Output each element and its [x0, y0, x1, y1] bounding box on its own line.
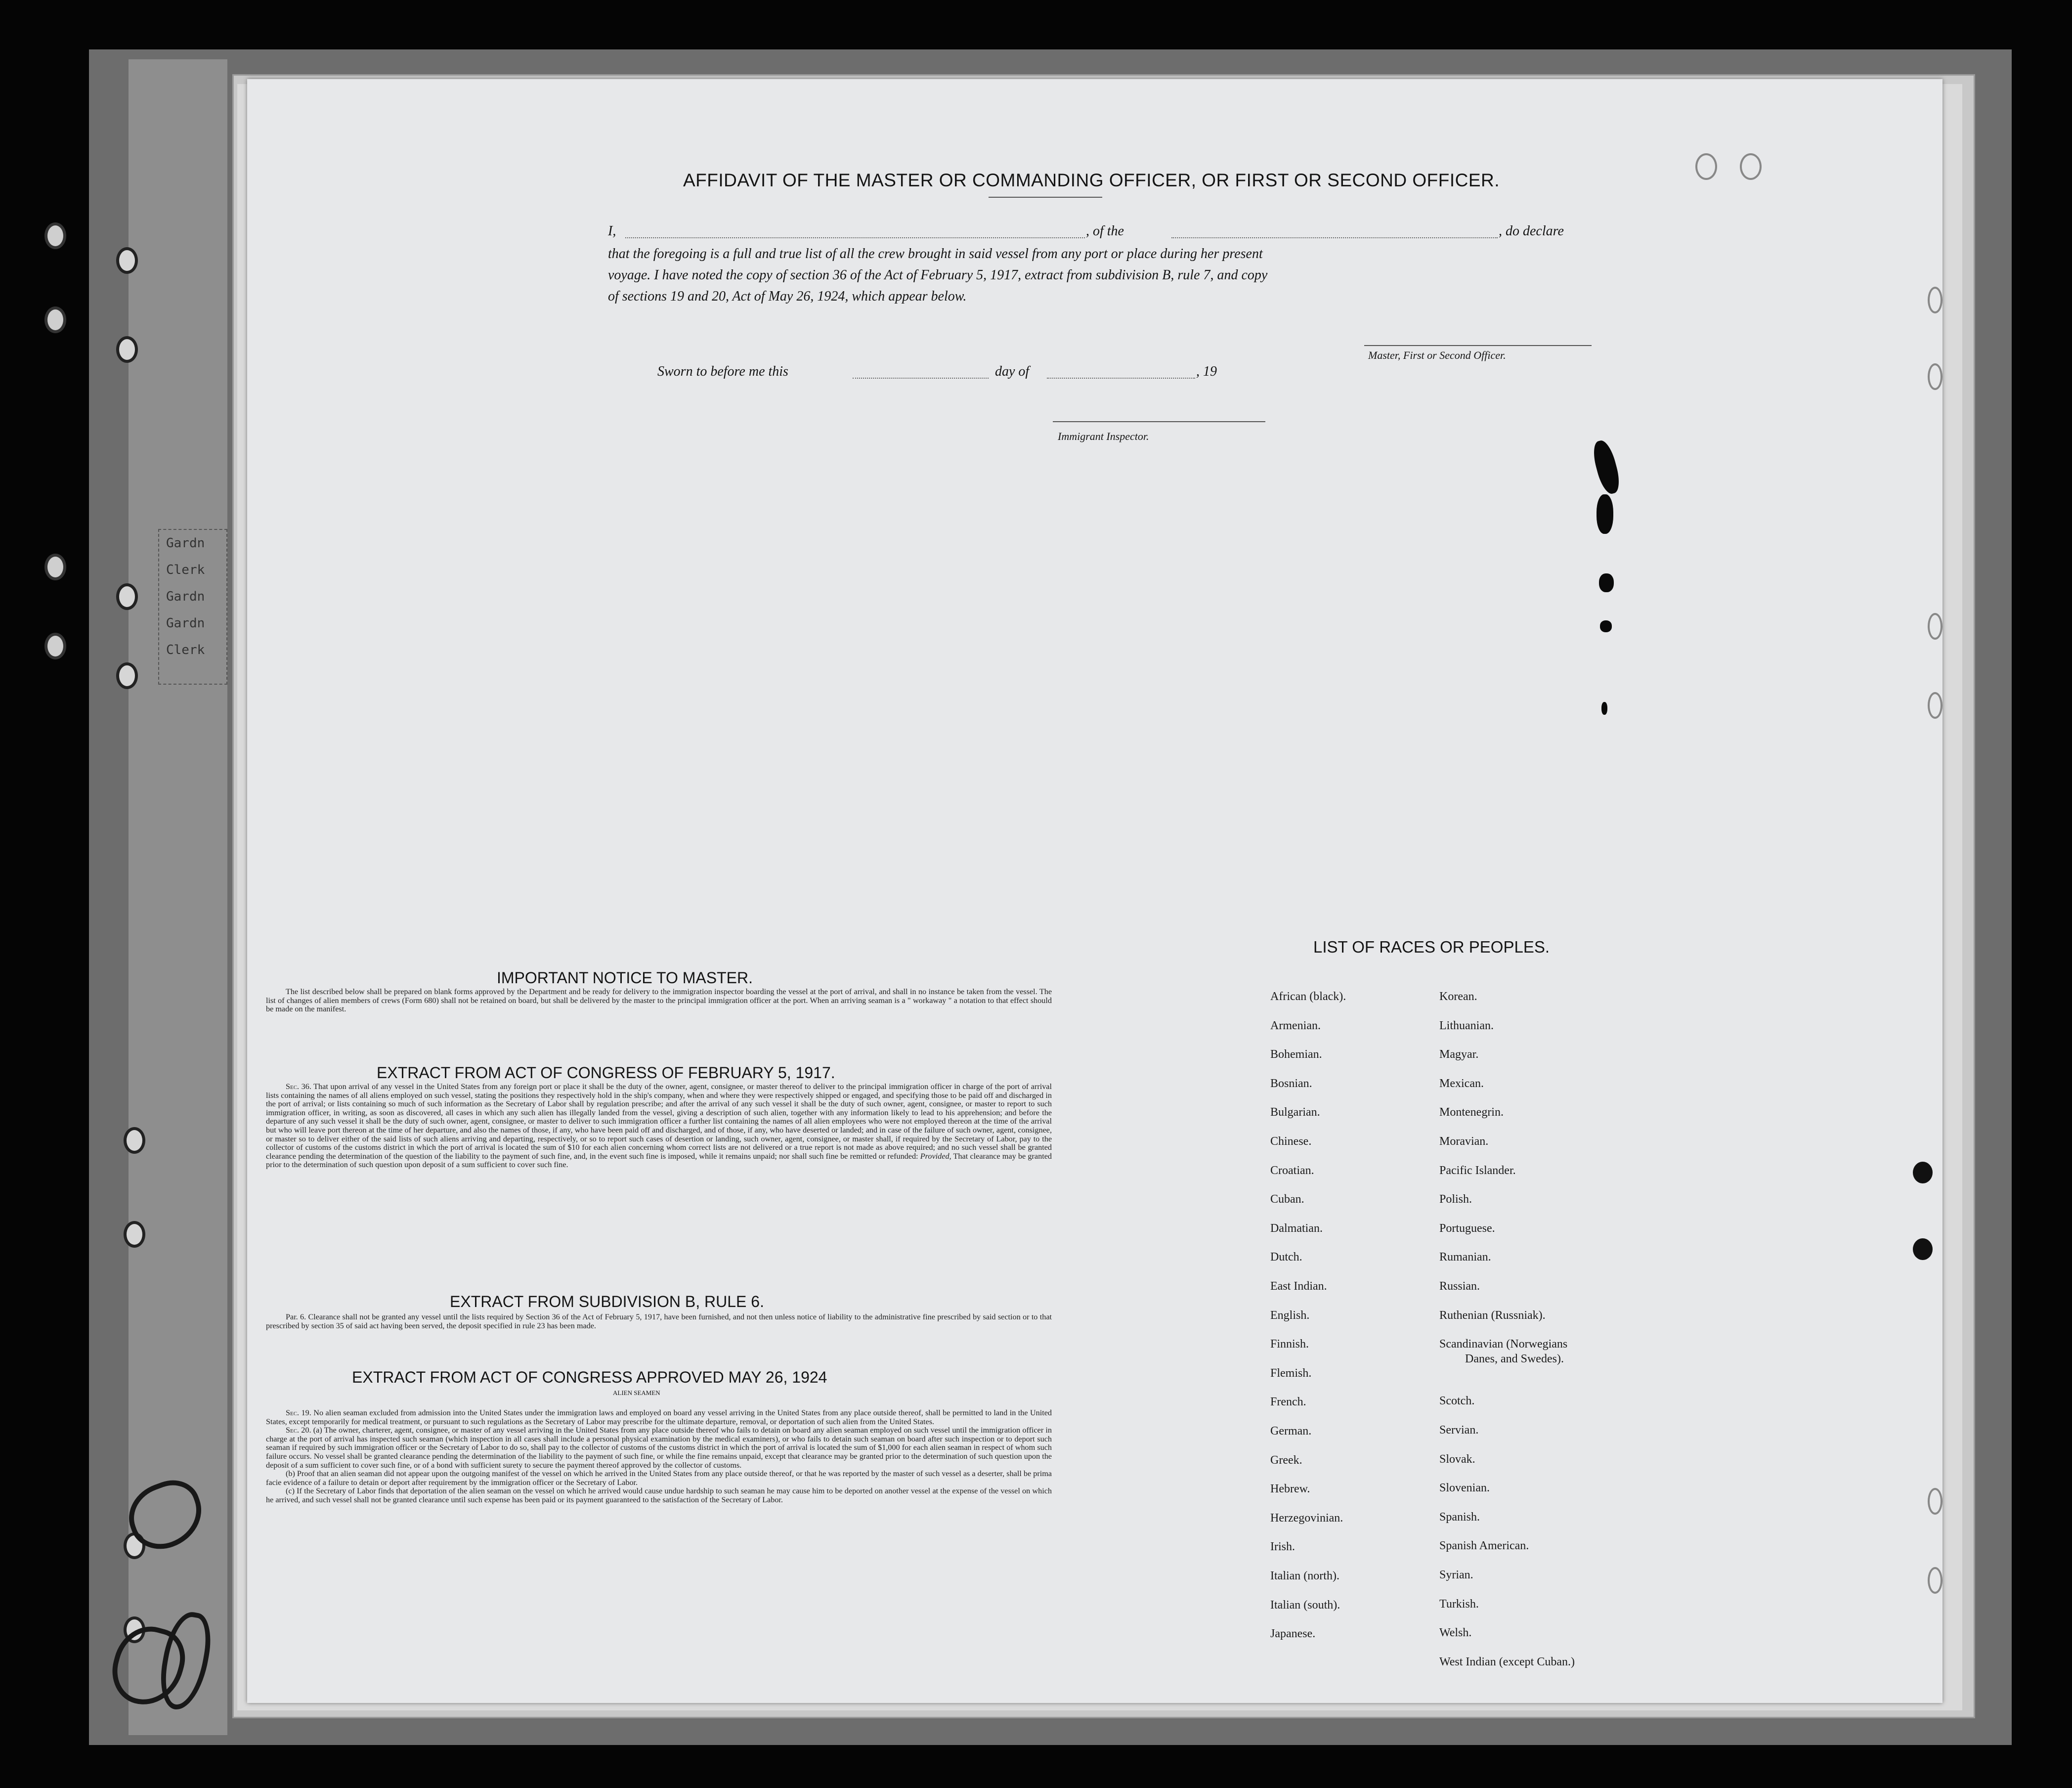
inspector-signature-line[interactable] — [1053, 421, 1265, 422]
section-19-label: Sec. 19. — [286, 1408, 311, 1417]
binder-hole — [116, 247, 138, 274]
punch-hole — [1928, 1488, 1942, 1515]
punch-hole — [1913, 1162, 1933, 1183]
manifest-page — [247, 79, 1942, 1703]
punch-hole — [1928, 692, 1942, 719]
races-title: LIST OF RACES OR PEOPLES. — [1313, 938, 1550, 956]
extract-1917-paragraph — [266, 1083, 1052, 1170]
race-item: East Indian. — [1270, 1280, 1327, 1293]
stamp-line: Clerk — [166, 643, 205, 657]
binder-hole — [44, 222, 66, 249]
binder-hole — [124, 1221, 145, 1248]
extract-rule-title: EXTRACT FROM SUBDIVISION B, RULE 6. — [450, 1293, 764, 1310]
race-item: Cuban. — [1270, 1193, 1304, 1206]
race-item: Chinese. — [1270, 1135, 1312, 1148]
affidavit-declare: , do declare — [1499, 223, 1564, 239]
binder-hole — [124, 1127, 145, 1154]
punch-hole — [1740, 153, 1762, 180]
race-item: Ruthenian (Russniak). — [1439, 1308, 1546, 1322]
binder-hole — [116, 336, 138, 363]
race-item: Flemish. — [1270, 1366, 1312, 1380]
extract-1924-text — [266, 1409, 1052, 1505]
month-blank[interactable] — [1047, 378, 1195, 379]
race-item: Bohemian. — [1270, 1048, 1322, 1061]
race-item: Scandinavian (Norwegians — [1439, 1338, 1568, 1351]
clerk-stamp — [158, 529, 227, 685]
punch-hole — [1928, 1567, 1942, 1594]
binder-hole — [116, 662, 138, 689]
affidavit-line: voyage. I have noted the copy of section 36 of the Act of February 5, 1917, extract from subdivision B, rule 7, and copy — [608, 267, 1268, 283]
ink-blot — [1601, 702, 1607, 715]
section-20a-text: (a) The owner, charterer, agent, consignee, or master of any vessel arriving in the United States from any place outside thereof who fails to detain on board any alien seaman employed on such vessel until the immigration officer in charge at the port of arrival has inspected such seaman (which inspection in all cases shall include a personal physical examination by the medical examiners), or who fails to detain such seaman on board after such inspection or to deport such seaman if required by such immigration officer or the Secretary of Labor to do so, shall pay to the collector of customs of the customs district in which the port of arrival is located the sum of $1,000 for each alien seaman in respect of whom such failure occurs. No vessel shall be granted clearance pending the determination of the liability to the payment of such fine, or while the fine remains unpaid, except that clearance may be granted prior to the determination of such question upon the deposit of a sum sufficient to cover such fine, or of a bond with sufficient surety to secure the payment thereof approved by the collector of customs. — [266, 1426, 1052, 1470]
title-rule — [989, 197, 1102, 198]
stamp-line: Clerk — [166, 563, 205, 577]
race-item: French. — [1270, 1396, 1306, 1409]
race-item: German. — [1270, 1425, 1312, 1438]
race-item: Japanese. — [1270, 1627, 1316, 1641]
section-36-label: Sec. 36. — [286, 1082, 311, 1091]
race-item: Russian. — [1439, 1280, 1480, 1293]
race-item: Italian (south). — [1270, 1598, 1340, 1612]
race-item: Dutch. — [1270, 1251, 1302, 1264]
day-blank[interactable] — [853, 378, 989, 379]
race-item: Herzegovinian. — [1270, 1511, 1343, 1525]
notice-paragraph: The list described below shall be prepared on blank forms approved by the Department and be ready for delivery to the immigration inspector boarding the vessel at the port of arrival, and shall in no instance be taken from the vessel. The list of changes of alien members of crews (Form 680) shall not be retained on board, but shall be delivered by the master to the principal immigration officer at the port. When an arriving seaman is a " workaway " a notation to that effect should be made on the manifest. — [266, 987, 1052, 1014]
race-item: West Indian (except Cuban.) — [1439, 1655, 1575, 1668]
year-label: , 19 — [1196, 364, 1217, 379]
race-item: Lithuanian. — [1439, 1019, 1494, 1032]
race-item: English. — [1270, 1308, 1310, 1322]
race-item: Magyar. — [1439, 1048, 1479, 1061]
race-item: Scotch. — [1439, 1395, 1475, 1408]
punch-hole — [1695, 153, 1717, 180]
race-item: Bosnian. — [1270, 1077, 1312, 1090]
inspector-label: Immigrant Inspector. — [1058, 430, 1149, 442]
day-of-label: day of — [995, 364, 1030, 379]
extract-1924-title: EXTRACT FROM ACT OF CONGRESS APPROVED MAY 26, 1924 — [352, 1368, 827, 1386]
race-item: Slovenian. — [1439, 1482, 1490, 1495]
master-signature-label: Master, First or Second Officer. — [1368, 349, 1506, 361]
binder-hole — [44, 633, 66, 659]
notice-title: IMPORTANT NOTICE TO MASTER. — [497, 969, 753, 987]
race-item: Slovak. — [1439, 1452, 1475, 1466]
race-item: Pacific Islander. — [1439, 1164, 1516, 1177]
vessel-blank[interactable] — [1171, 237, 1498, 238]
race-item: Spanish American. — [1439, 1539, 1529, 1553]
race-item: Danes, and Swedes). — [1465, 1352, 1564, 1366]
punch-hole — [1928, 287, 1942, 313]
race-item: Polish. — [1439, 1193, 1472, 1206]
rule-6-paragraph: Par. 6. Clearance shall not be granted any vessel until the lists required by Section 36 of the Act of February 5, 1917, have been furnished, and not then unless notice of liability to the administrative fine prescribed by said section or to that prescribed by section 35 of said act having been served, the deposit specified in rule 23 has been made. — [266, 1312, 1052, 1330]
race-item: Mexican. — [1439, 1077, 1484, 1090]
race-item: Irish. — [1270, 1540, 1295, 1554]
ink-blot — [1599, 573, 1614, 592]
affidavit-title: AFFIDAVIT OF THE MASTER OR COMMANDING OFFICER, OR FIRST OR SECOND OFFICER. — [683, 170, 1500, 190]
race-item: Bulgarian. — [1270, 1106, 1320, 1119]
section-19-paragraph — [266, 1409, 1052, 1426]
race-item: Montenegrin. — [1439, 1106, 1504, 1119]
master-signature-line[interactable] — [1364, 345, 1592, 346]
sworn-label: Sworn to before me this — [657, 364, 788, 379]
race-item: Syrian. — [1439, 1569, 1473, 1581]
section-20c-paragraph: (c) If the Secretary of Labor finds that deportation of the alien seaman on the vessel on which he arrived would cause undue hardship to such seaman he may cause him to be deported on another vessel at the expense of the vessel on which he arrived, and such vessel shall not be granted clearance until such expense has been paid or its payment guaranteed to the satisfaction of the Secretary of Labor. — [266, 1486, 1052, 1504]
race-item: Croatian. — [1270, 1164, 1314, 1177]
race-item: Servian. — [1439, 1424, 1479, 1437]
provided-label: Provided, — [920, 1151, 951, 1161]
affidavit-line: that the foregoing is a full and true list of all the crew brought in said vessel from any port or place during her present — [608, 246, 1263, 262]
race-item: Korean. — [1439, 990, 1477, 1003]
race-item: Rumanian. — [1439, 1251, 1491, 1264]
affidavit-i: I, — [608, 223, 616, 239]
notice-text — [266, 988, 1052, 1014]
section-20b-paragraph: (b) Proof that an alien seaman did not appear upon the outgoing manifest of the vessel on which he arrived in the United States from any place outside thereof, or that he was reported by the master of such vessel as a deserter, shall be prima facie evidence of a failure to detain or deport after requirement by the immigration officer or the Secretary of Labor. — [266, 1469, 1052, 1487]
extract-1917-text — [266, 1083, 1052, 1170]
extract-1917-title: EXTRACT FROM ACT OF CONGRESS OF FEBRUARY 5, 1917. — [377, 1064, 835, 1082]
stamp-line: Gardn — [166, 536, 205, 551]
alien-seamen-subtitle: ALIEN SEAMEN — [613, 1389, 660, 1396]
race-item: African (black). — [1270, 990, 1346, 1003]
ink-blot — [1597, 494, 1613, 534]
race-item: Spanish. — [1439, 1510, 1480, 1524]
race-item: Turkish. — [1439, 1597, 1479, 1611]
section-36-tail: That clearance may be granted prior to the determination of such question upon deposit of a sum sufficient to cover such fine. — [266, 1151, 1052, 1170]
binder-hole — [44, 554, 66, 580]
extract-rule-text — [266, 1313, 1052, 1330]
ink-blot — [1590, 438, 1623, 496]
race-item: Welsh. — [1439, 1626, 1472, 1640]
name-blank[interactable] — [625, 237, 1085, 238]
race-item: Italian (north). — [1270, 1570, 1339, 1582]
affidavit-of-the: , of the — [1086, 223, 1124, 239]
punch-hole — [1913, 1238, 1933, 1260]
ink-blot — [1600, 620, 1612, 632]
section-20a-paragraph — [266, 1426, 1052, 1470]
section-19-text: No alien seaman excluded from admission into the United States under the immigration laws and employed on board any vessel arriving in the United States from any place outside thereof, shall be permitted to land in the United States, except temporarily for medical treatment, or pursuant to such regulations as the Secretary of Labor may prescribe for the ultimate departure, removal, or deportation of such alien from the United States. — [266, 1408, 1052, 1426]
section-36-text: That upon arrival of any vessel in the United States from any foreign port or place it shall be the duty of the owner, agent, consignee, or master thereof to deliver to the principal immigration officer in charge of the port of arrival lists containing the names of all aliens employed on such vessel, stating the positions they respectively hold in the ship's company, when and where they were respectively shipped or engaged, and specifying those to be paid off and discharged in the port of arrival; or lists containing so much of such information as the Secretary of Labor shall by regulation prescribe; and after the arrival of any such vessel it shall be the duty of such owner, agent, consignee, or master to report to such immigration officer, in writing, as soon as discovered, all cases in which any such alien has illegally landed from the vessel, giving a description of such alien, together with any information likely to lead to his apprehension; and before the departure of any such vessel it shall be the duty of such owner, agent, consignee, or master to deliver to such immigration officer a further list containing the names of all alien employees who were not employed thereon at the time of the arrival but who will leave port thereon at the time of her departure, and also the names of those, if any, who have been paid off and discharged, and of those, if any, who have deserted or landed; and in case of the failure of such owner, agent, consignee, or master so to deliver either of the said lists of such aliens arriving and departing, respectively, or so to report such cases of desertion or landing, such owner, agent, consignee, or master shall, if required by the Secretary of Labor, pay to the collector of customs of the customs district in which the port of arrival is located the sum of $10 for each alien concerning whom correct lists are not delivered or a true report is not made as above required; and no such vessel shall be granted clearance pending the determination of the question of the liability to the payment of such fine, and, in the event such fine is imposed, while it remains unpaid; nor shall such fine be remitted or refunded: — [266, 1082, 1052, 1161]
race-item: Portuguese. — [1439, 1221, 1495, 1235]
stamp-line: Gardn — [166, 616, 205, 631]
race-item: Armenian. — [1270, 1019, 1321, 1032]
stamp-line: Gardn — [166, 589, 205, 604]
race-item: Dalmatian. — [1270, 1221, 1323, 1235]
binder-hole — [116, 583, 138, 610]
race-item: Moravian. — [1439, 1135, 1489, 1148]
affidavit-line: of sections 19 and 20, Act of May 26, 1924, which appear below. — [608, 289, 967, 304]
punch-hole — [1928, 363, 1942, 390]
binder-hole — [44, 306, 66, 333]
punch-hole — [1928, 613, 1942, 640]
section-20-label: Sec. 20. — [286, 1426, 311, 1435]
race-item: Greek. — [1270, 1453, 1302, 1467]
race-item: Hebrew. — [1270, 1483, 1310, 1496]
race-item: Finnish. — [1270, 1338, 1309, 1351]
